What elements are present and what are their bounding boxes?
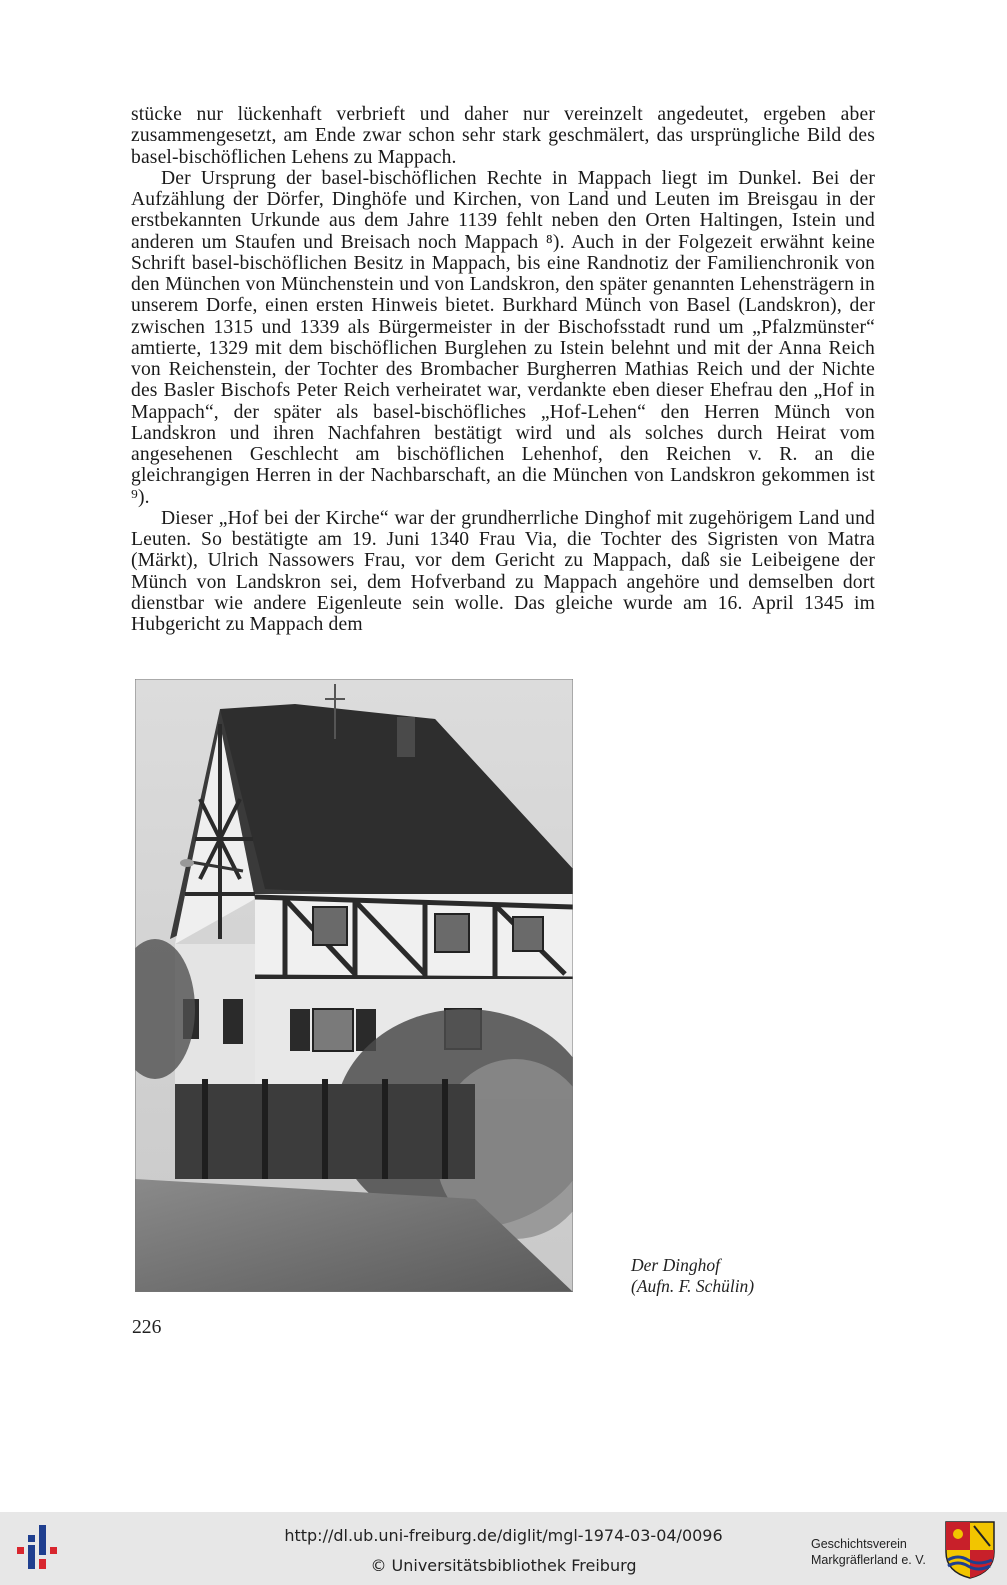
body-text xyxy=(131,104,875,635)
dinghof-photo xyxy=(135,679,573,1292)
paragraph-dinghof: Dieser „Hof bei der Kirche“ war der grundherrliche Dinghof mit zugehörigem Land und Leuten. So bestätigte am 19. Juni 1340 Frau Via, die Tochter des Sigristen von Matra (Märkt), Ulrich Nassowers Frau, vor dem Gericht zu Mappach, daß sie Leibeigene der Münch von Landskron sei, dem Hofverband zu Mappach angehöre und demselben dort dienstbar wie andere Eigenleute sein wolle. Das gleiche wurde am 16. April 1345 im Hubgericht zu Mappach dem xyxy=(131,507,875,635)
coat-of-arms-icon[interactable] xyxy=(944,1520,996,1580)
paragraph-origin: Der Ursprung der basel-bischöflichen Rechte in Mappach liegt im Dunkel. Bei der Aufzählung der Dörfer, Dinghöfe und Kirchen, von Land und Leuten im Breisgau in der erstbekannten Urkunde aus dem Jahre 1139 fehlt neben den Orten Haltingen, Istein und anderen um Staufen und Breisach noch Mappach ⁸). Auch in der Folgezeit erwähnt keine Schrift basel-bischöflichen Besitz in Mappach, bis eine Randnotiz der Familienchronik von den München von Münchenstein und von Landskron, den später genannten Lehensträgern in unserem Dorfe, einen ersten Hinweis bietet. Burkhard Münch von Basel (Landskron), der zwischen 1315 und 1339 als Bürgermeister in der Bischofsstadt rund um „Pfalzmünster“ amtierte, 1329 mit dem bischöflichen Burglehen zu Istein belehnt und mit der Anna Reich von Reichenstein, der Tochter des Brombacher Burgherren Mathias Reich und der Nichte des Basler Bischofs Peter Reich verheiratet war, verdankte eben dieser Ehefrau den „Hof in Mappach“, der später als basel-bischöfliches „Hof-Lehen“ den Herren Münch von Landskron und ihren Nachfahren bestätigt wird und als solches durch Heirat vom angesehenen Geschlecht am bischöflichen Lehenhof, den Reichen v. R. an die gleichrangigen Herren in der Nachbarschaft, an die München von Landskron gekommen ist ⁹). xyxy=(131,167,875,508)
paragraph-continuation: stücke nur lückenhaft verbrieft und daher nur vereinzelt angedeutet, ergeben aber zusammengesetzt, am Ende zwar schon sehr stark geschmälert, das ursprüngliche Bild des basel-bischöflichen Lehens zu Mappach. xyxy=(131,104,875,168)
caption-credit: (Aufn. F. Schülin) xyxy=(631,1276,755,1296)
footer-url-link[interactable]: http://dl.ub.uni-freiburg.de/diglit/mgl-1974-03-04/0096 xyxy=(284,1526,723,1545)
footer-bar xyxy=(0,1512,1007,1585)
society-name xyxy=(811,1536,941,1568)
page-number: 226 xyxy=(132,1317,162,1338)
footer-copyright: © Universitätsbibliothek Freiburg xyxy=(370,1556,637,1575)
society-line1: Geschichtsverein xyxy=(811,1537,907,1551)
caption-title: Der Dinghof xyxy=(631,1255,720,1275)
society-line2: Markgräflerland e. V. xyxy=(811,1553,926,1567)
figure-caption xyxy=(631,1255,754,1297)
